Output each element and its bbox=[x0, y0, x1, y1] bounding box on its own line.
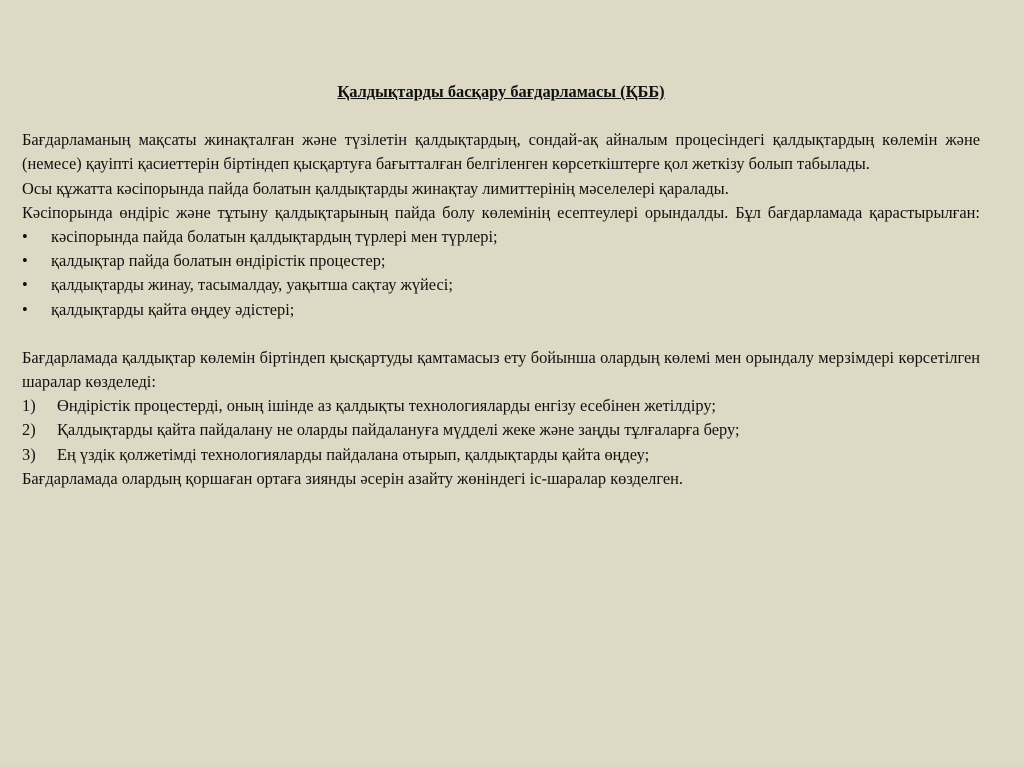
list-item bbox=[22, 443, 980, 467]
list-item bbox=[22, 273, 980, 297]
paragraph-calculations: Кәсіпорында өндіріс және тұтыну қалдықтарының пайда болу көлемінің есептеулері орындалды. Бұл бағдарламада қарастырылған: bbox=[22, 202, 980, 222]
document-body bbox=[22, 80, 980, 491]
bullet-marker: • bbox=[22, 227, 28, 247]
bullet-marker: • bbox=[22, 275, 28, 295]
bullet-list bbox=[22, 225, 980, 322]
list-item-text: қалдықтар пайда болатын өндірістік процестер; bbox=[51, 251, 386, 271]
bullet-marker: • bbox=[22, 251, 28, 271]
spacer bbox=[22, 322, 980, 346]
list-item bbox=[22, 225, 980, 249]
list-item bbox=[22, 249, 980, 273]
paragraph-measures: Бағдарламада қалдықтар көлемін біртіндеп қысқартуды қамтамасыз ету бойынша олардың көлемі мен орындалу мерзімдері көрсетілген шаралар көзделеді: bbox=[22, 347, 980, 392]
list-item-text: Қалдықтарды қайта пайдалану не оларды пайдалануға мүдделі жеке және заңды тұлғаларға беру; bbox=[57, 420, 740, 440]
list-item-text: Өндірістік процестерді, оның ішінде аз қалдықты технологияларды енгізу есебінен жетілдіру; bbox=[57, 396, 716, 416]
bullet-marker: • bbox=[22, 299, 28, 319]
paragraph-conclusion: Бағдарламада олардың қоршаған ортаға зиянды әсерін азайту жөніндегі іс-шаралар көзделген. bbox=[22, 468, 683, 488]
list-item bbox=[22, 394, 980, 418]
numbered-list bbox=[22, 394, 980, 467]
list-item-text: Ең үздік қолжетімді технологияларды пайдалана отырып, қалдықтарды қайта өңдеу; bbox=[57, 444, 650, 464]
list-item bbox=[22, 418, 980, 442]
list-item bbox=[22, 298, 980, 322]
document-title: Қалдықтарды басқару бағдарламасы (ҚББ) bbox=[337, 82, 665, 101]
number-marker: 3) bbox=[22, 444, 36, 464]
list-item-text: қалдықтарды жинау, тасымалдау, уақытша сақтау жүйесі; bbox=[51, 275, 453, 295]
number-marker: 2) bbox=[22, 420, 36, 440]
list-item-text: кәсіпорында пайда болатын қалдықтардың түрлері мен түрлері; bbox=[51, 227, 498, 247]
paragraph-goal: Бағдарламаның мақсаты жинақталған және түзілетін қалдықтардың, сондай-ақ айналым процесіндегі қалдықтардың көлемін және (немесе) қауіпті қасиеттерін біртіндеп қысқартуға бағытталған белгіленген көрсеткіштерге қол жеткізу болып табылады. bbox=[22, 130, 980, 174]
paragraph-scope: Осы құжатта кәсіпорында пайда болатын қалдықтарды жинақтау лимиттерінің мәселелері қаралады. bbox=[22, 178, 729, 198]
list-item-text: қалдықтарды қайта өңдеу әдістері; bbox=[51, 299, 295, 319]
number-marker: 1) bbox=[22, 396, 36, 416]
